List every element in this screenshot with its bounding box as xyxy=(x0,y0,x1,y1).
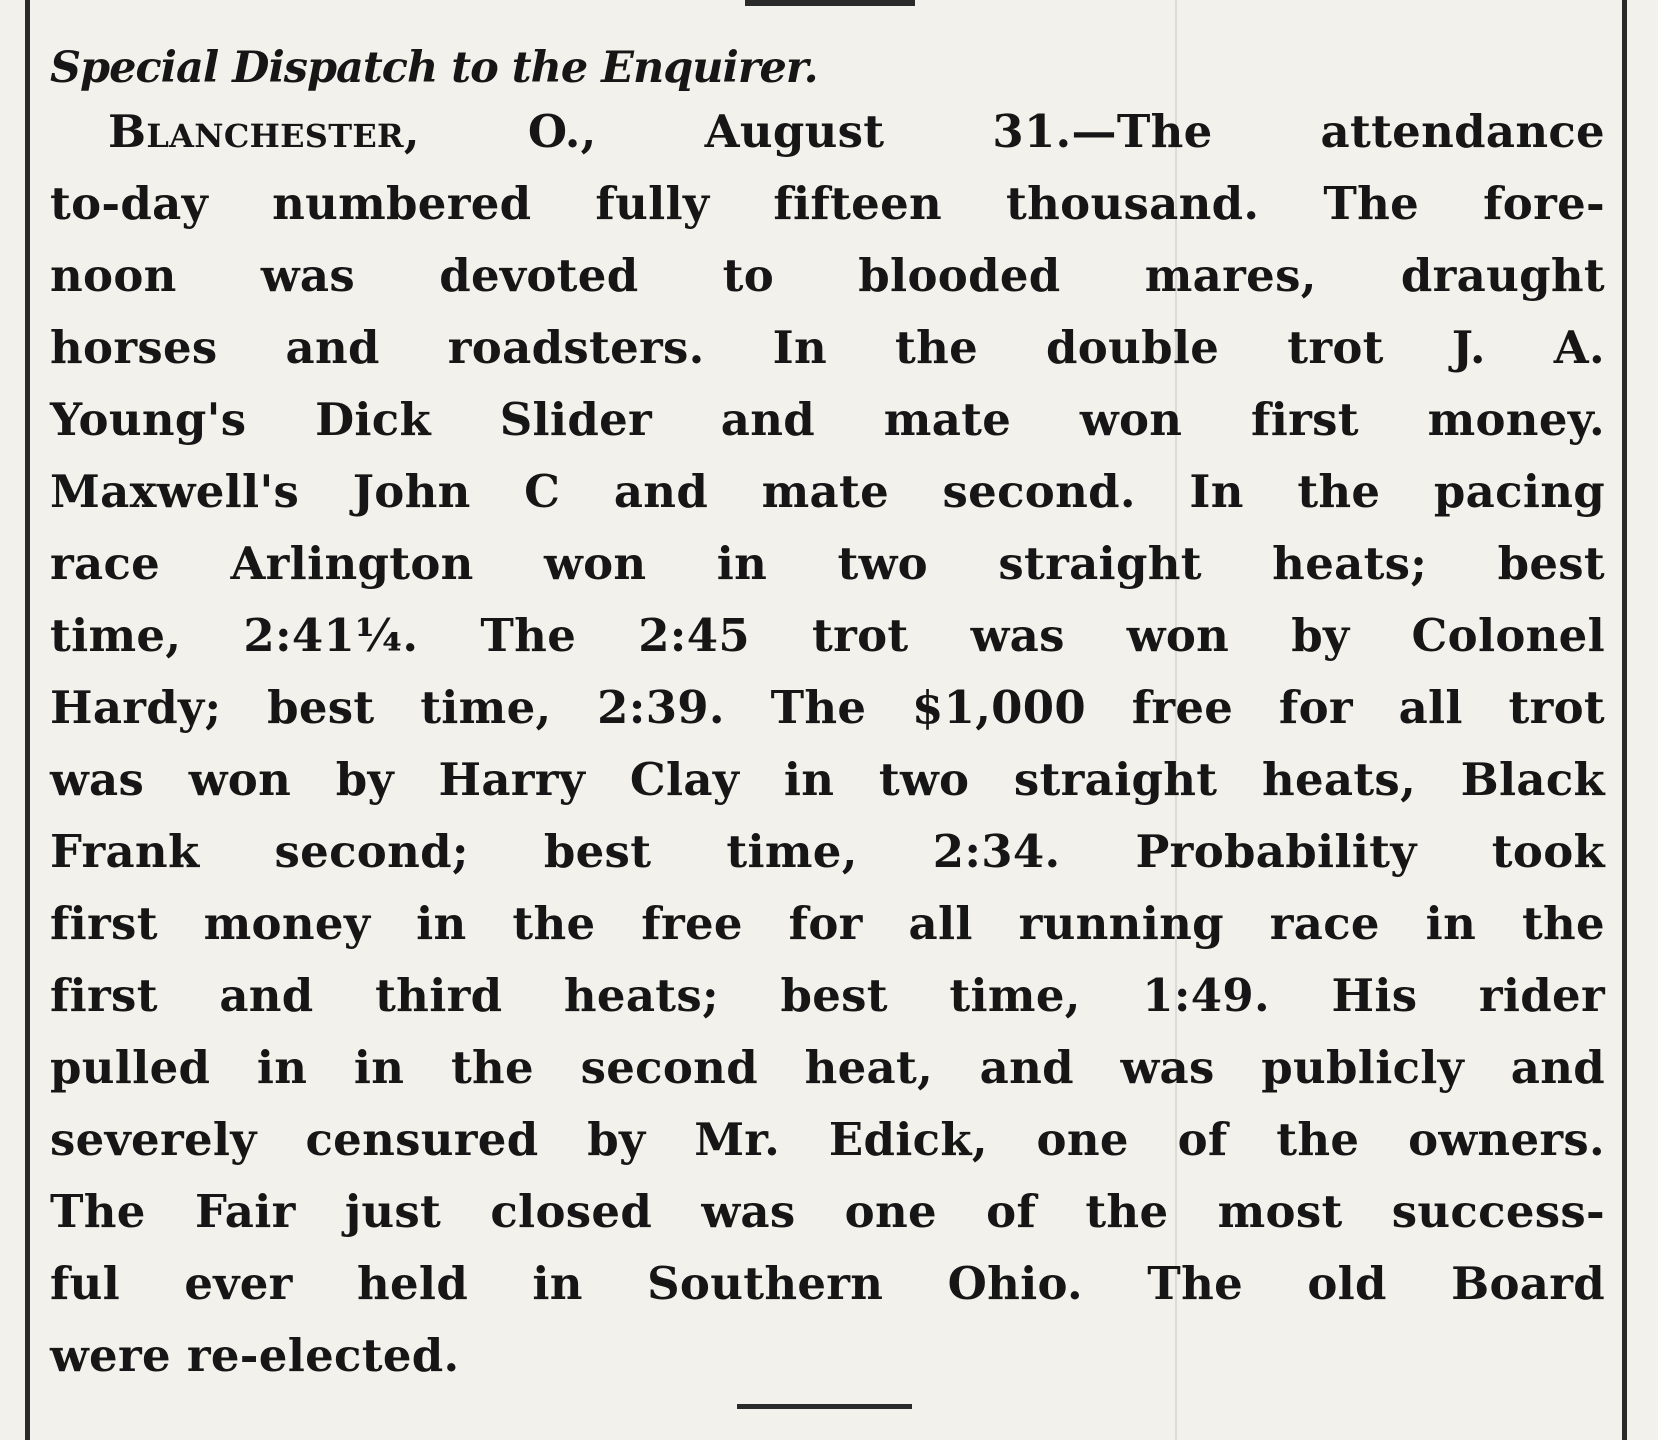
article-line: Maxwell's John C and mate second. In the pacing xyxy=(50,465,1605,518)
article-line: Young's Dick Slider and mate won first money. xyxy=(50,393,1605,446)
column-rule-left xyxy=(25,0,30,1440)
article-line xyxy=(50,96,1605,168)
top-separator-rule xyxy=(745,0,915,6)
article-line: first and third heats; best time, 1:49. His rider xyxy=(50,969,1605,1022)
article-line: were re-elected. xyxy=(50,1329,460,1382)
article-line: to-day numbered fully fifteen thousand. The fore- xyxy=(50,177,1605,230)
bottom-separator-rule xyxy=(737,1404,912,1409)
article-line: ful ever held in Southern Ohio. The old Board xyxy=(50,1257,1605,1310)
article-line: Frank second; best time, 2:34. Probability took xyxy=(50,825,1605,878)
dateline-place: Blanchester, O., xyxy=(108,105,597,158)
column-rule-right xyxy=(1622,0,1627,1440)
article-line: horses and roadsters. In the double trot J. A. xyxy=(50,321,1605,374)
article-line: was won by Harry Clay in two straight heats, Black xyxy=(50,753,1605,806)
article-line: noon was devoted to blooded mares, draught xyxy=(50,249,1605,302)
article-line: pulled in in the second heat, and was publicly and xyxy=(50,1041,1605,1094)
article-line: race Arlington won in two straight heats; best xyxy=(50,537,1605,590)
article-line: severely censured by Mr. Edick, one of the owners. xyxy=(50,1113,1605,1166)
article-line: Hardy; best time, 2:39. The $1,000 free for all trot xyxy=(50,681,1605,734)
news-article xyxy=(50,40,1605,1392)
article-line: The Fair just closed was one of the most success- xyxy=(50,1185,1605,1238)
article-line-text: August 31.—The attendance xyxy=(596,105,1605,158)
dispatch-heading: Special Dispatch to the Enquirer. xyxy=(50,43,818,93)
article-line: first money in the free for all running race in the xyxy=(50,897,1605,950)
article-line: time, 2:41¼. The 2:45 trot was won by Colonel xyxy=(50,609,1605,662)
